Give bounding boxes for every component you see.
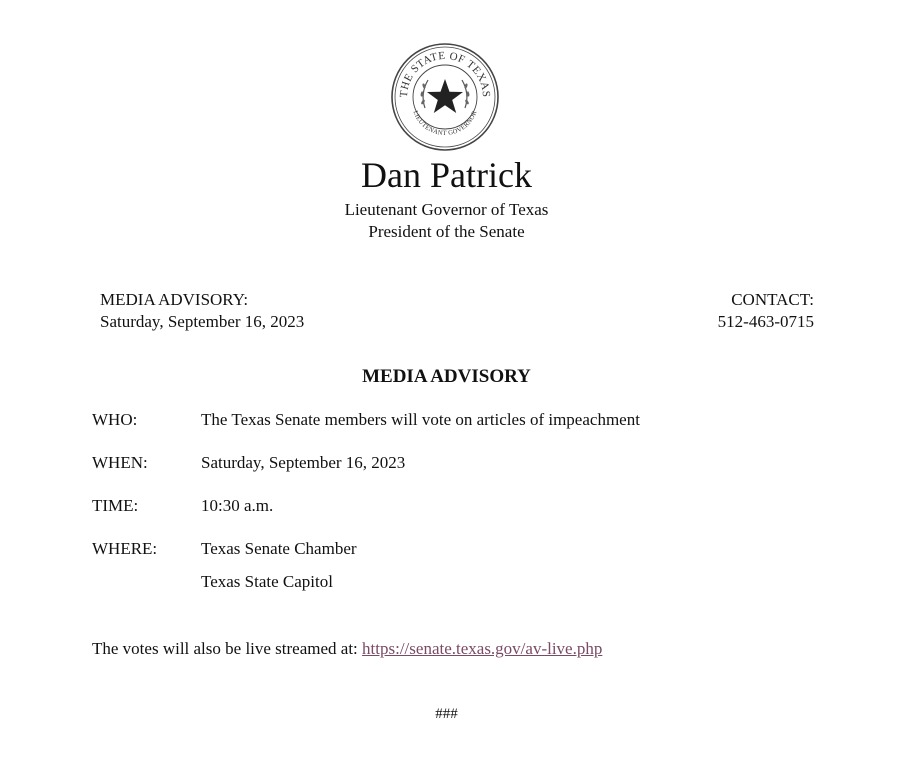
where-value-line1: Texas Senate Chamber <box>201 539 357 558</box>
time-value: 10:30 a.m. <box>201 496 274 515</box>
advisory-heading: MEDIA ADVISORY <box>362 366 531 387</box>
stream-link[interactable]: https://senate.texas.gov/av-live.php <box>362 639 603 658</box>
stream-sentence <box>92 638 602 660</box>
svg-text:LIEUTENANT GOVERNOR <box>411 109 478 137</box>
where-value-line2: Texas State Capitol <box>201 572 333 591</box>
when-label: WHEN: <box>92 453 148 472</box>
contact-label: CONTACT: <box>731 290 814 309</box>
where-label: WHERE: <box>92 539 158 558</box>
advisory-date: Saturday, September 16, 2023 <box>100 312 305 331</box>
state-seal-icon <box>390 42 500 152</box>
seal-outer-text: THE STATE OF TEXAS <box>397 49 493 98</box>
official-role: President of the Senate <box>368 222 525 241</box>
advisory-label: MEDIA ADVISORY: <box>100 290 249 309</box>
end-mark: ### <box>435 706 458 722</box>
time-label: TIME: <box>92 496 139 515</box>
contact-phone: 512-463-0715 <box>717 312 814 331</box>
stream-text: The votes will also be live streamed at: <box>92 639 358 658</box>
when-value: Saturday, September 16, 2023 <box>201 453 406 472</box>
official-name: Dan Patrick <box>361 155 532 195</box>
who-value: The Texas Senate members will vote on articles of impeachment <box>201 410 640 429</box>
who-label: WHO: <box>92 410 138 429</box>
seal-inner-text: LIEUTENANT GOVERNOR <box>411 109 479 138</box>
official-title: Lieutenant Governor of Texas <box>344 200 549 219</box>
